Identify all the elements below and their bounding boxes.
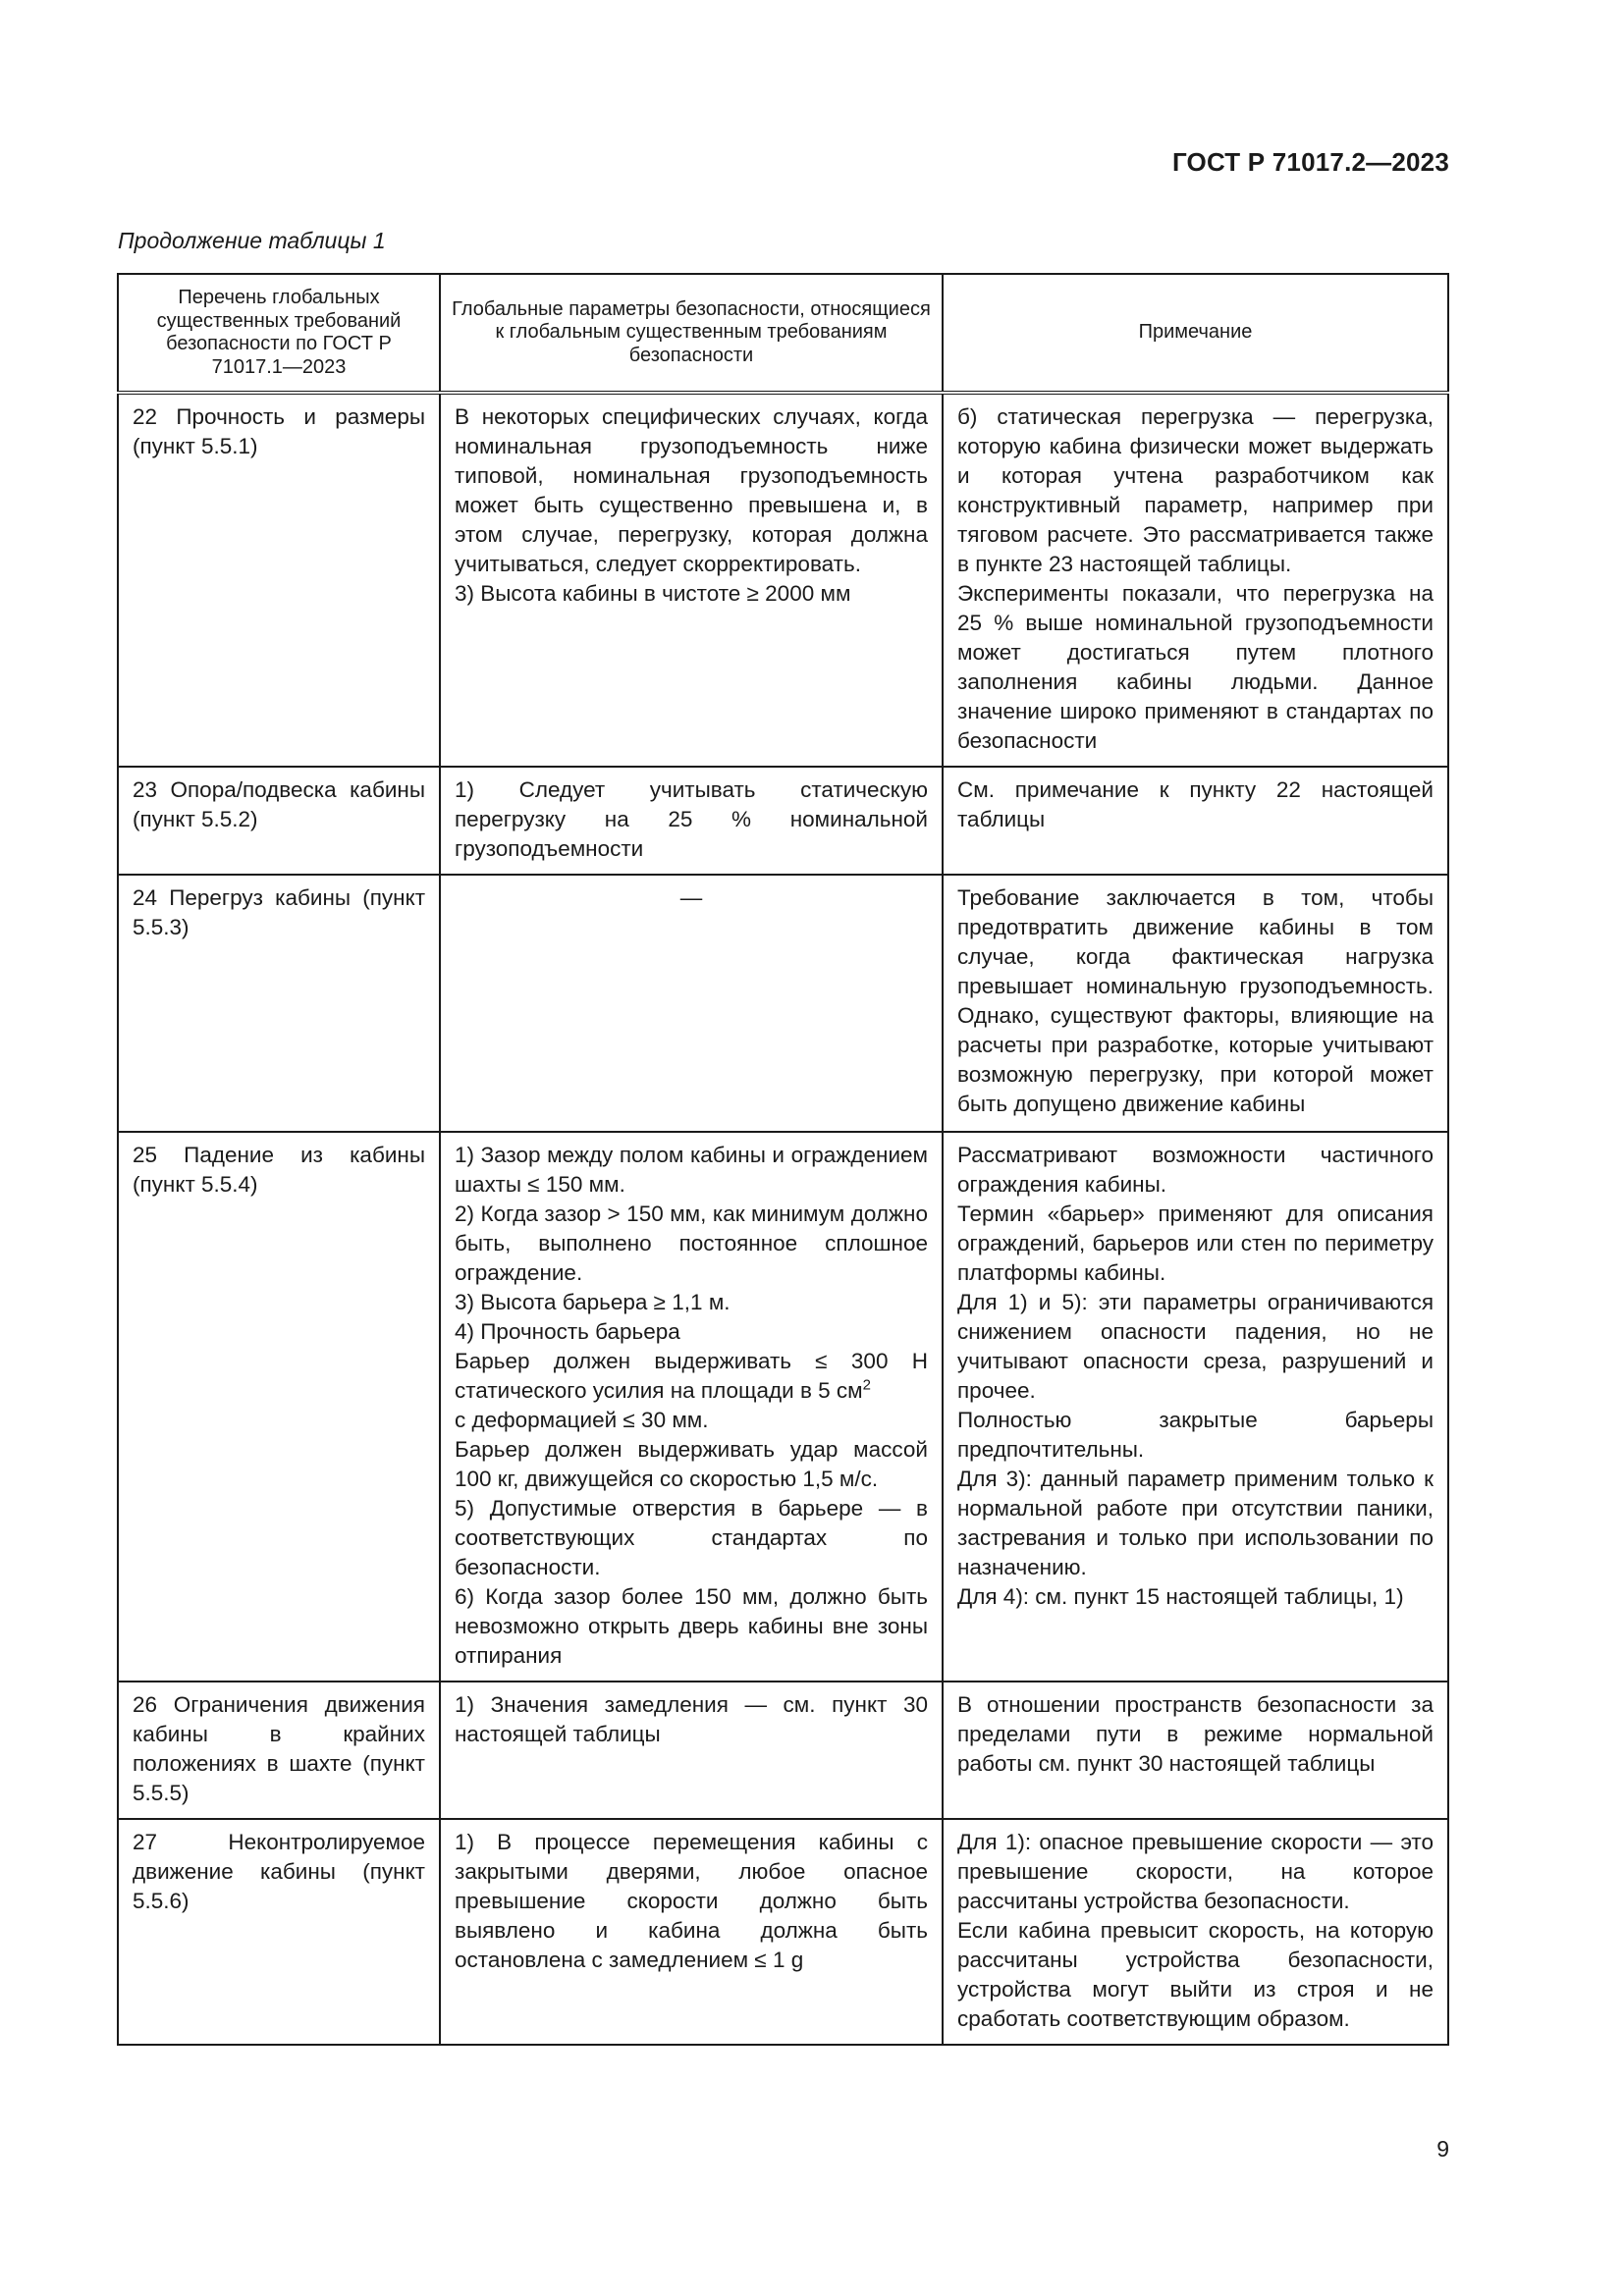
note-text: Для 1): опасное превышение скорости — это превышение скорости, на которое рассчитаны устройства безопасности. [957,1830,1434,1913]
parameter-text [455,1347,928,1406]
note-cell [943,767,1448,875]
parameter-text: 3) Высота барьера ≥ 1,1 м. [455,1290,731,1314]
note-text: Если кабина превысит скорость, на которую рассчитаны устройства безопасности, устройства могут выйти из строя и не сработать соответствующим образом. [957,1918,1434,2031]
table-row [118,875,1448,1132]
requirements-table [117,273,1449,2046]
note-text: Термин «барьер» применяют для описания ограждений, барьеров или стен по периметру платформы кабины. [957,1201,1434,1285]
parameter-text: 1) В процессе перемещения кабины с закрытыми дверями, любое опасное превышение скорости должно быть выявлено и кабина должна быть остановлена с замедлением ≤ 1 g [455,1830,928,1972]
parameter-text-fragment: Барьер должен выдерживать ≤ 300 Н статического усилия на площади в 5 см [455,1349,928,1403]
requirement-cell: 24 Перегруз кабины (пункт 5.5.3) [118,875,440,1132]
parameters-cell [440,767,943,875]
parameters-cell [440,1819,943,2045]
column-header-note: Примечание [943,274,1448,393]
requirement-cell: 22 Прочность и размеры (пункт 5.5.1) [118,393,440,767]
note-text: Для 4): см. пункт 15 настоящей таблицы, 1) [957,1584,1404,1609]
column-header-requirements: Перечень глобальных существенных требований безопасности по ГОСТ Р 71017.1—2023 [118,274,440,393]
table-row [118,1819,1448,2045]
parameters-cell [440,393,943,767]
table-row [118,1132,1448,1682]
requirement-cell: 27 Неконтролируемое движение кабины (пункт 5.5.6) [118,1819,440,2045]
note-text: В отношении пространств безопасности за пределами пути в режиме нормальной работы см. пункт 30 настоящей таблицы [957,1692,1434,1776]
note-cell [943,875,1448,1132]
requirement-cell: 23 Опора/подвеска кабины (пункт 5.5.2) [118,767,440,875]
document-id: ГОСТ Р 71017.2—2023 [1171,147,1449,177]
parameter-text: 3) Высота кабины в чистоте ≥ 2000 мм [455,581,851,606]
table-row [118,767,1448,875]
table-row [118,393,1448,767]
parameters-cell [440,875,943,1132]
parameter-text: 1) Зазор между полом кабины и ограждением шахты ≤ 150 мм. [455,1143,928,1197]
parameter-text: 1) Значения замедления — см. пункт 30 настоящей таблицы [455,1692,928,1746]
note-text: Для 3): данный параметр применим только к нормальной работе при отсутствии паники, застревания и только при использовании по назначению. [957,1467,1434,1579]
parameter-text: 1) Следует учитывать статическую перегрузку на 25 % номинальной грузоподъемности [455,777,928,861]
parameter-text: Барьер должен выдерживать удар массой 100 кг, движущейся со скоростью 1,5 м/с. [455,1437,928,1491]
column-header-parameters: Глобальные параметры безопасности, относящиеся к глобальным существенным требованиям безопасности [440,274,943,393]
table-header-row [118,274,1448,393]
page-number: 9 [1436,2136,1449,2162]
note-cell [943,1682,1448,1819]
note-text: Эксперименты показали, что перегрузка на 25 % выше номинальной грузоподъемности может достигаться путем плотного заполнения кабины людьми. Данное значение широко применяют в стандартах по безопасности [957,581,1434,753]
note-text: б) статическая перегрузка — перегрузка, которую кабина физически может выдержать и которая учтена разработчиком как конструктивный параметр, например при тяговом расчете. Это рассматривается также в пункте 23 настоящей таблицы. [957,404,1434,576]
requirement-cell: 26 Ограничения движения кабины в крайних положениях в шахте (пункт 5.5.5) [118,1682,440,1819]
parameter-text: В некоторых специфических случаях, когда номинальная грузоподъемность ниже типовой, номинальная грузоподъемность может быть существенно превышена и, в этом случае, перегрузку, которая должна учитываться, следует скорректировать. [455,404,928,576]
parameter-text: 5) Допустимые отверстия в барьере — в соответствующих стандартах по безопасности. [455,1496,928,1579]
parameter-text: 4) Прочность барьера [455,1319,680,1344]
parameter-text: 6) Когда зазор более 150 мм, должно быть невозможно открыть дверь кабины вне зоны отпирания [455,1584,928,1668]
note-text: См. примечание к пункту 22 настоящей таблицы [957,777,1434,831]
note-text: Полностью закрытые барьеры предпочтительны. [957,1408,1434,1462]
superscript-exponent: 2 [862,1376,871,1394]
note-cell [943,1819,1448,2045]
note-text: Требование заключается в том, чтобы предотвратить движение кабины в том случае, когда фактическая нагрузка превышает номинальную грузоподъемность. Однако, существуют факторы, влияющие на расчеты при разработке, которые учитывают возможную перегрузку, при которой может быть допущено движение кабины [957,885,1434,1116]
note-text: Рассматривают возможности частичного ограждения кабины. [957,1143,1434,1197]
parameter-text: 2) Когда зазор > 150 мм, как минимум должно быть, выполнено постоянное сплошное ограждение. [455,1201,928,1285]
note-cell [943,1132,1448,1682]
requirement-cell: 25 Падение из кабины (пункт 5.5.4) [118,1132,440,1682]
table-caption: Продолжение таблицы 1 [118,228,386,253]
table-row [118,1682,1448,1819]
note-cell [943,393,1448,767]
parameter-text: с деформацией ≤ 30 мм. [455,1408,709,1432]
note-text: Для 1) и 5): эти параметры ограничиваются снижением опасности падения, но не учитывают опасности среза, разрушений и прочее. [957,1290,1434,1403]
parameters-cell [440,1132,943,1682]
empty-dash: — [679,885,703,910]
parameters-cell [440,1682,943,1819]
